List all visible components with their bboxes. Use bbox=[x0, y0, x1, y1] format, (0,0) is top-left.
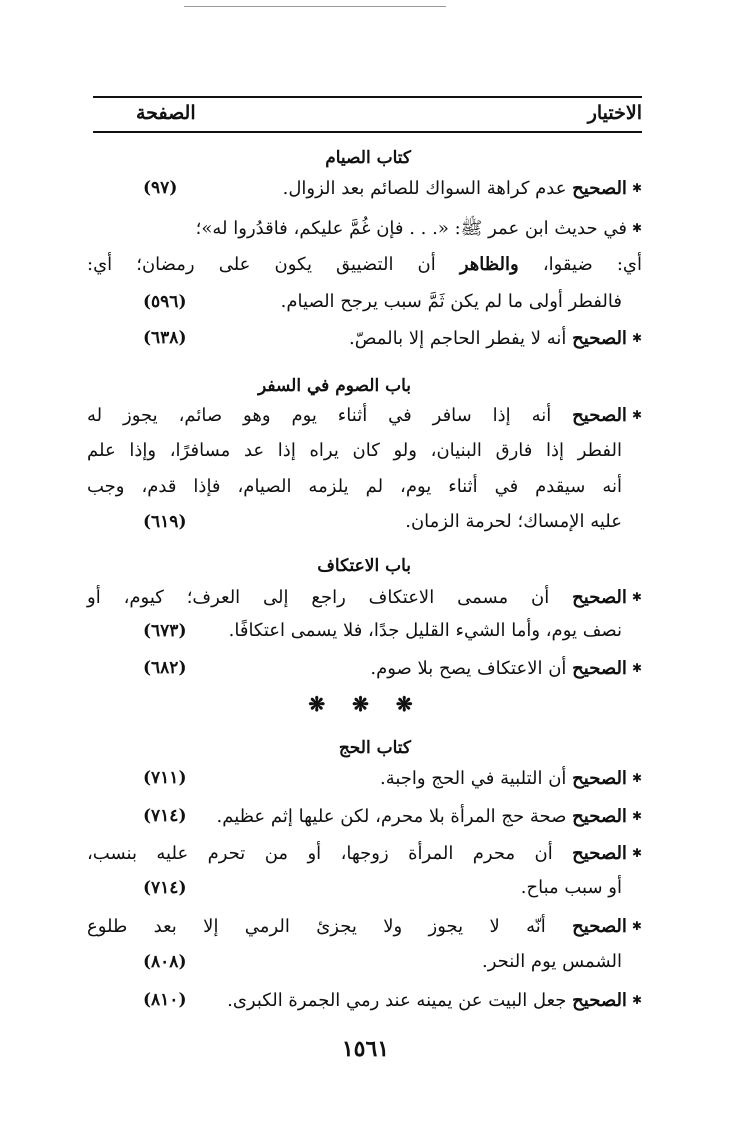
entry-line: فالفطر أولى ما لم يكن ثَمَّ سبب يرجح الصيام. bbox=[280, 291, 622, 312]
page-ref: (٥٩٦) bbox=[143, 292, 187, 312]
top-rule bbox=[184, 6, 446, 7]
entry-line: ✱الصحيح أن مسمى الاعتكاف راجع إلى العرف؛ كيوم، أو bbox=[87, 587, 642, 608]
entry-line: ✱الصحيح أن الاعتكاف يصح بلا صوم. bbox=[370, 658, 642, 679]
page-ref: (٨١٠) bbox=[143, 990, 187, 1010]
bullet-icon: ✱ bbox=[631, 408, 642, 422]
page-header bbox=[93, 96, 642, 133]
header-page-label: الصفحة bbox=[136, 102, 196, 124]
section-title-itikaf: باب الاعتكاف bbox=[317, 556, 411, 576]
header-title: الاختيار bbox=[587, 102, 642, 124]
page-ref: (٦٨٢) bbox=[143, 658, 187, 678]
bullet-icon: ✱ bbox=[631, 846, 642, 860]
section-title-safar: باب الصوم في السفر bbox=[258, 376, 411, 396]
section-title-hajj: كتاب الحج bbox=[338, 738, 411, 758]
page-ref: (٧١٤) bbox=[143, 806, 187, 826]
page-ref: (٧١٤) bbox=[143, 878, 187, 898]
entry-line: الشمس يوم النحر. bbox=[482, 951, 622, 972]
bullet-icon: ✱ bbox=[631, 221, 642, 235]
entry-line: ✱الصحيح أن محرم المرأة زوجها، أو من تحرم عليه بنسب، bbox=[87, 843, 642, 864]
bullet-icon: ✱ bbox=[631, 809, 642, 823]
entry-line: أي: ضيقوا، والظاهر أن التضييق يكون على رمضان؛ أي: bbox=[87, 254, 642, 275]
entry-line: أنه سيقدم في أثناء يوم، لم يلزمه الصيام، فإذا قدم، وجب bbox=[87, 476, 622, 497]
entry-line: ✱الصحيح أنّه لا يجوز ولا يجزئ الرمي إلا بعد طلوع bbox=[87, 916, 642, 937]
entry-line: الفطر إذا فارق البنيان، ولو كان يراه إذا عد مسافرًا، وإذا علم bbox=[87, 440, 622, 461]
entry-line: نصف يوم، وأما الشيء القليل جدًا، فلا يسمى اعتكافًا. bbox=[228, 620, 622, 641]
entry-line: ✱الصحيح أنه إذا سافر في أثناء يوم وهو صائم، يجوز له bbox=[87, 405, 642, 426]
page-ref: (٦٣٨) bbox=[143, 328, 187, 348]
page-ref: (٧١١) bbox=[143, 768, 187, 788]
entry-line: ✱الصحيح صحة حج المرأة بلا محرم، لكن عليها إثم عظيم. bbox=[216, 806, 642, 827]
entry-line: ✱الصحيح عدم كراهة السواك للصائم بعد الزوال. bbox=[282, 178, 642, 199]
page-ref: (٦٧٣) bbox=[143, 621, 187, 641]
entry-line: أو سبب مباح. bbox=[520, 877, 622, 898]
bullet-icon: ✱ bbox=[631, 661, 642, 675]
section-divider: ❋ ❋ ❋ bbox=[308, 692, 423, 716]
entry-line: عليه الإمساك؛ لحرمة الزمان. bbox=[405, 511, 622, 532]
section-title-siyam: كتاب الصيام bbox=[325, 148, 411, 168]
bullet-icon: ✱ bbox=[631, 331, 642, 345]
page-ref: (٩٧) bbox=[143, 178, 178, 198]
page-number: ١٥٦١ bbox=[341, 1036, 390, 1062]
bullet-icon: ✱ bbox=[631, 771, 642, 785]
entry-line: ✱الصحيح أنه لا يفطر الحاجم إلا بالمصّ. bbox=[348, 328, 642, 349]
bullet-icon: ✱ bbox=[631, 919, 642, 933]
page-ref: (٦١٩) bbox=[143, 512, 187, 532]
entry-line: ✱في حديث ابن عمر ﷺ: «. . . فإن غُمَّ عليكم، فاقدُروا له»؛ bbox=[195, 218, 642, 239]
entry-line: ✱الصحيح جعل البيت عن يمينه عند رمي الجمرة الكبرى. bbox=[227, 990, 642, 1011]
entry-line: ✱الصحيح أن التلبية في الحج واجبة. bbox=[379, 768, 642, 789]
bullet-icon: ✱ bbox=[631, 993, 642, 1007]
page-ref: (٨٠٨) bbox=[143, 952, 187, 972]
bullet-icon: ✱ bbox=[631, 181, 642, 195]
bullet-icon: ✱ bbox=[631, 590, 642, 604]
